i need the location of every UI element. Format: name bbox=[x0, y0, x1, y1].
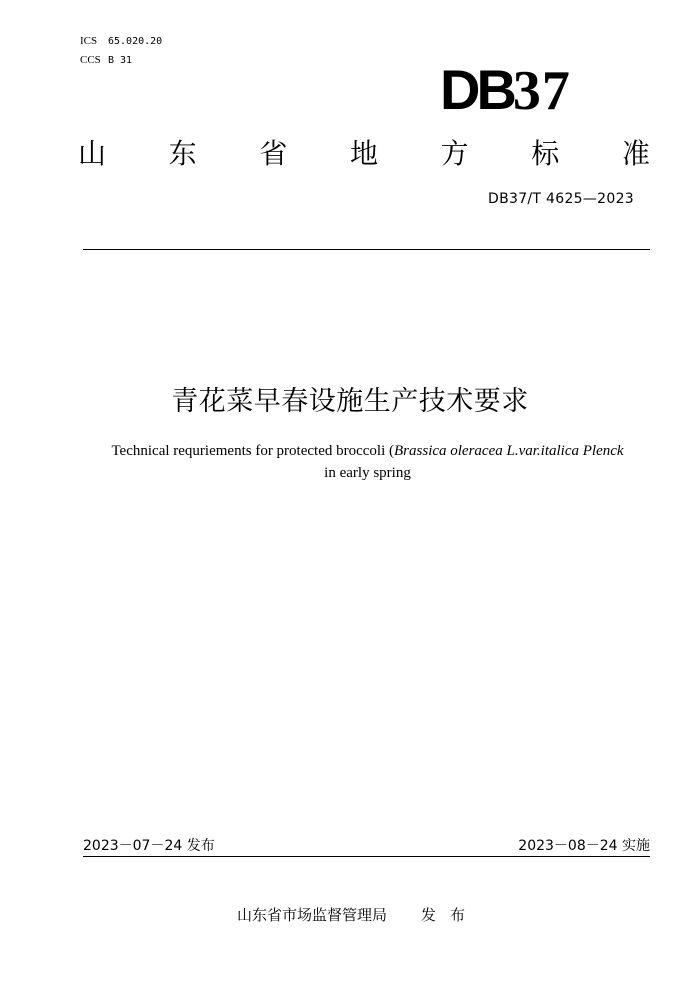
header-divider bbox=[83, 249, 650, 250]
ccs-value: B 31 bbox=[108, 55, 133, 66]
footer-divider bbox=[83, 856, 650, 857]
implement-date: 2023－08－24 实施 bbox=[518, 838, 650, 854]
ics-value: 65.020.20 bbox=[108, 36, 163, 47]
ics-line bbox=[80, 34, 162, 49]
title-char: 标 bbox=[531, 137, 560, 170]
title-char: 山 bbox=[78, 137, 107, 170]
title-en-text: Technical requriements for protected broccoli ( bbox=[111, 443, 395, 459]
title-char: 准 bbox=[621, 137, 650, 170]
title-en-line1 bbox=[80, 440, 655, 462]
logo-prefix: DB bbox=[440, 58, 513, 121]
title-char: 地 bbox=[349, 137, 378, 170]
publish-date: 2023－07－24 发布 bbox=[83, 838, 215, 854]
title-char: 省 bbox=[259, 137, 288, 170]
title-en-scientific-name: Brassica oleracea L.var.italica Plenck bbox=[394, 443, 624, 459]
logo-number: 37 bbox=[512, 60, 571, 122]
title-en-line2: in early spring bbox=[324, 465, 411, 481]
standard-type-title bbox=[78, 134, 650, 174]
standard-number: DB37/T 4625—2023 bbox=[488, 191, 634, 207]
issuer-name: 山东省市场监督管理局 bbox=[237, 906, 388, 924]
title-char: 东 bbox=[168, 137, 197, 170]
title-char: 方 bbox=[440, 137, 469, 170]
issuer bbox=[237, 904, 479, 925]
issuer-verb: 发布 bbox=[421, 906, 480, 924]
document-title-cn: 青花菜早春设施生产技术要求 bbox=[171, 386, 529, 417]
db37-logo bbox=[440, 60, 571, 121]
ccs-label: CCS bbox=[80, 54, 101, 66]
ccs-line bbox=[80, 53, 132, 68]
document-title-en bbox=[80, 440, 655, 484]
ics-label: ICS bbox=[80, 35, 98, 47]
